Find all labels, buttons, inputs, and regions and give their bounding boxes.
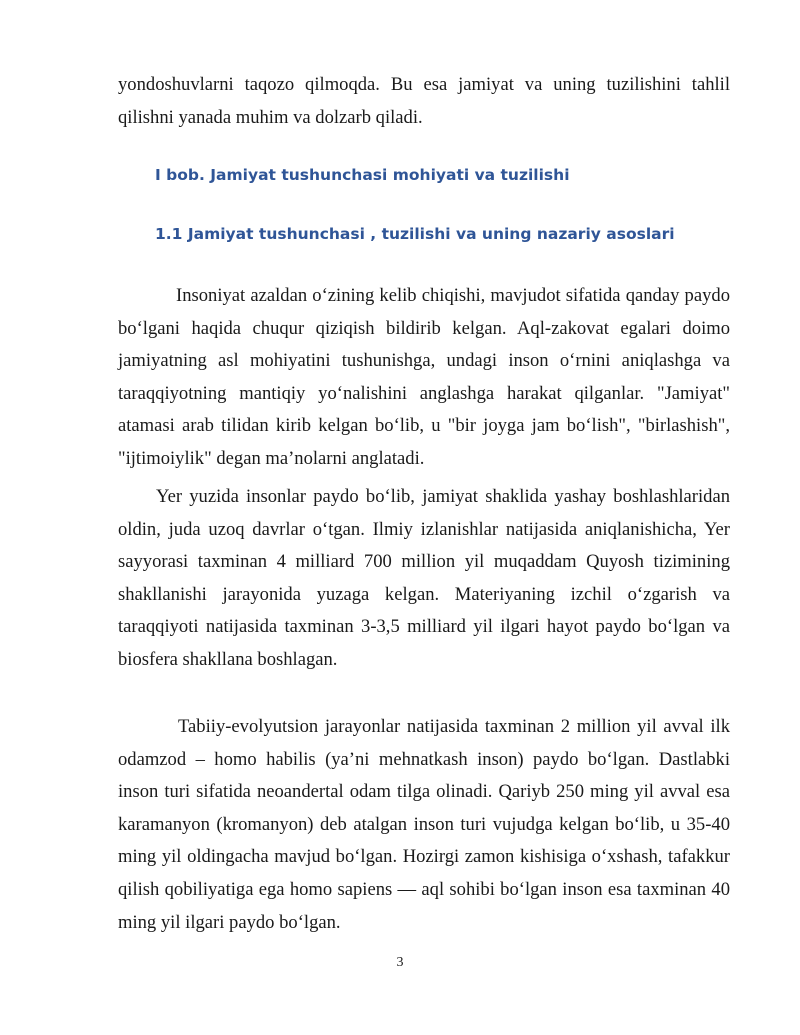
page-number: 3 bbox=[396, 955, 404, 970]
paragraph-intro-end: yondoshuvlarni taqozo qilmoqda. Bu esa jamiyat va uning tuzilishini tahlil qilishni yanada muhim va dolzarb qiladi. bbox=[118, 74, 730, 128]
paragraph-2: Yer yuzida insonlar paydo bo‘lib, jamiyat shaklida yashay boshlashlaridan oldin, juda uzoq davrlar o‘tgan. Ilmiy izlanishlar natijasida aniqlanishicha, Yer sayyorasi taxminan 4 milliard 700 million yil muqaddam Quyosh tizimining shakllanishi jarayonida yuzaga kelgan. Materiyaning izchil o‘zgarish va taraqqiyoti natijasida taxminan 3-3,5 milliard yil ilgari hayot paydo bo‘lgan va biosfera shakllana boshlagan. bbox=[118, 486, 730, 670]
paragraph-3: Tabiiy-evolyutsion jarayonlar natijasida taxminan 2 million yil avval ilk odamzod – homo habilis (ya’ni mehnatkash inson) paydo bo‘lgan. Dastlabki inson turi sifatida neoandertal odam tilga olinadi. Qariyb 250 ming yil avval esa karamanyon (kromanyon) deb atalgan inson turi vujudga kelgan bo‘lib, u 35-40 ming yil oldingacha mavjud bo‘lgan. Hozirgi zamon kishisiga o‘xshash, tafakkur qilish qobiliyatiga ega homo sapiens — aql sohibi bo‘lgan inson esa taxminan 40 ming yil ilgari paydo bo‘lgan. bbox=[118, 716, 730, 933]
paragraph-1: Insoniyat azaldan o‘zining kelib chiqishi, mavjudot sifatida qanday paydo bo‘lgani haqida chuqur qiziqish bildirib kelgan. Aql-zakovat egalari doimo jamiyatning asl mohiyatini tushunishga, undagi inson o‘rnini aniqlashga va taraqqiyotning mantiqiy yo‘nalishini anglashga harakat qilganlar. "Jamiyat" atamasi arab tilidan kirib kelgan bo‘lib, u "bir joyga jam bo‘lish", "birlashish", "ijtimoiylik" degan ma’nolarni anglatadi. bbox=[118, 285, 730, 469]
chapter-heading: I bob. Jamiyat tushunchasi mohiyati va tuzilishi bbox=[155, 166, 570, 184]
section-heading: 1.1 Jamiyat tushunchasi , tuzilishi va uning nazariy asoslari bbox=[155, 225, 675, 243]
